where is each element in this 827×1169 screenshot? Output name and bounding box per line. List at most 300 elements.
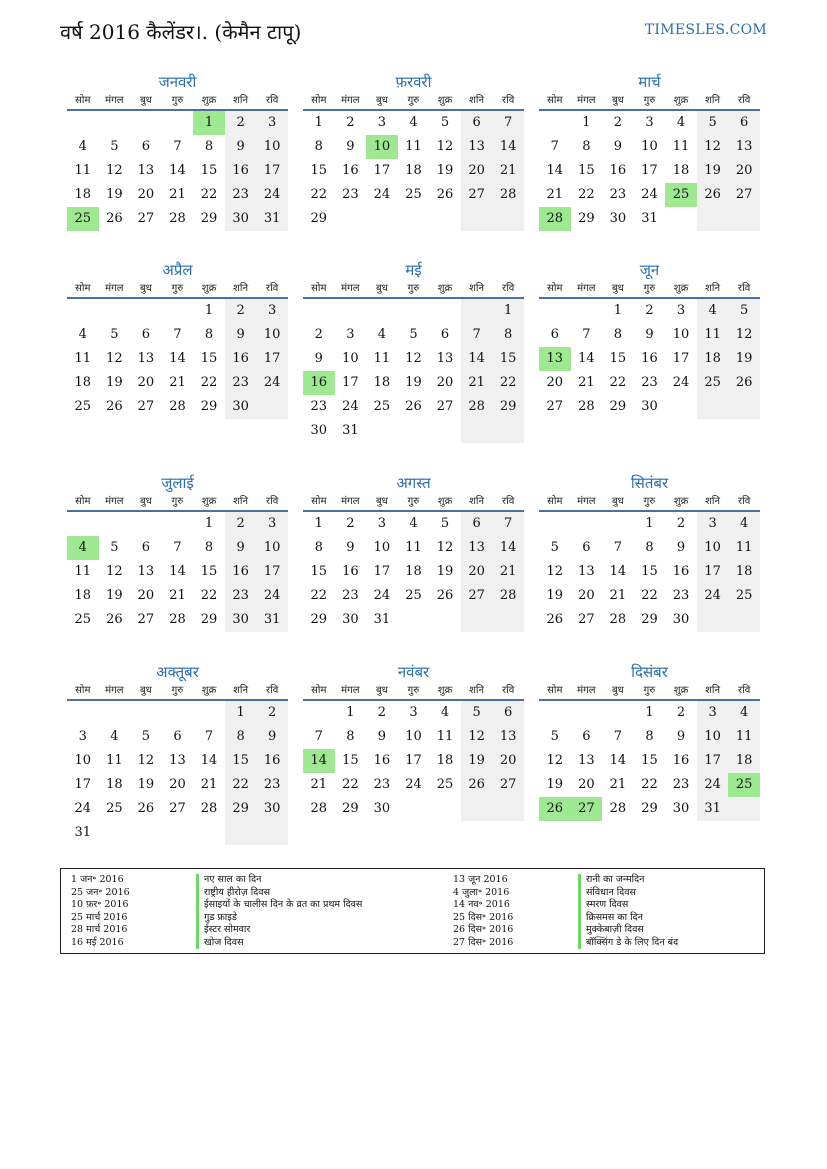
brand-link[interactable]: TIMESLES.COM (644, 22, 767, 38)
day-cell: 15 (609, 351, 627, 366)
day-cell: 24 (256, 183, 288, 207)
holiday-date: 14 नव॰ 2016 (453, 899, 510, 910)
day-cell: 21 (169, 187, 186, 202)
holiday-date: 10 फ़र॰ 2016 (71, 899, 129, 910)
empty-cell (429, 299, 461, 323)
day-cell: 29 (200, 399, 218, 414)
day-cell: 28 (461, 395, 493, 419)
empty-cell (398, 608, 430, 632)
day-cell: 12 (697, 135, 729, 159)
day-cell: 11 (74, 351, 92, 366)
holiday-name: गुड फ्राइडे (196, 912, 237, 925)
day-cell: 10 (256, 135, 288, 159)
weekday-label: शनि (233, 95, 249, 106)
empty-cell (130, 512, 162, 536)
day-cell: 23 (672, 588, 690, 603)
day-cell: 8 (204, 327, 214, 342)
weekday-label: रवि (738, 95, 751, 106)
empty-cell (461, 608, 493, 632)
day-cell: 8 (346, 729, 355, 744)
day-cell: 4 (409, 115, 418, 130)
day-cell: 3 (409, 705, 418, 720)
empty-cell (461, 797, 493, 821)
day-cell: 1 (645, 516, 654, 531)
day-cell: 14 (609, 753, 627, 768)
weekday-label: शनि (469, 95, 485, 106)
weekday-label: मंगल (105, 95, 124, 106)
day-cell: 6 (440, 327, 450, 342)
day-cell: 26 (436, 187, 454, 202)
day-cell: 10 (672, 327, 690, 342)
day-grid (67, 299, 288, 419)
day-cell: 30 (225, 207, 257, 231)
day-cell: 11 (672, 139, 690, 154)
empty-cell (571, 299, 603, 323)
day-cell: 22 (225, 773, 257, 797)
day-cell: 2 (225, 299, 257, 323)
holiday-date: 1 जन॰ 2016 (71, 874, 124, 885)
day-cell: 19 (106, 375, 123, 390)
weekday-label: शुक्र (437, 95, 453, 106)
day-cell: 7 (461, 323, 493, 347)
day-cell: 8 (225, 725, 257, 749)
holiday-name: संविधान दिवस (578, 887, 636, 900)
empty-cell (162, 821, 194, 845)
empty-cell (67, 111, 99, 135)
weekday-header (67, 281, 288, 299)
weekday-header (67, 93, 288, 111)
day-cell: 2 (346, 516, 355, 531)
day-cell: 14 (546, 163, 564, 178)
day-cell: 16 (672, 564, 690, 579)
empty-cell (366, 299, 398, 323)
day-cell: 17 (74, 777, 92, 792)
weekday-label: शुक्र (201, 685, 217, 696)
day-cell: 19 (436, 564, 454, 579)
day-cell: 24 (256, 371, 288, 395)
day-cell: 29 (200, 612, 218, 627)
day-cell: 18 (405, 564, 422, 579)
day-cell: 10 (256, 323, 288, 347)
weekday-label: सोम (75, 95, 91, 106)
day-cell: 2 (225, 512, 257, 536)
day-cell: 18 (74, 375, 92, 390)
month-block (539, 71, 760, 231)
holiday-date: 25 जन॰ 2016 (71, 886, 130, 898)
day-cell: 1 (346, 705, 355, 720)
weekday-label: गुरु (643, 95, 656, 106)
day-cell: 7 (613, 729, 623, 744)
day-cell: 20 (546, 375, 564, 390)
day-cell: 17 (342, 375, 359, 390)
weekday-header (303, 683, 524, 701)
day-cell: 28 (609, 612, 627, 627)
day-cell: 23 (609, 187, 627, 202)
empty-cell (366, 207, 398, 231)
day-cell: 16 (609, 163, 627, 178)
day-cell: 27 (137, 612, 155, 627)
day-cell: 22 (200, 375, 218, 390)
day-cell: 23 (225, 584, 257, 608)
weekday-label: शुक्र (673, 283, 689, 294)
empty-cell (539, 111, 571, 135)
empty-cell (67, 701, 99, 725)
day-grid (67, 512, 288, 632)
day-cell: 6 (173, 729, 182, 744)
day-cell: 27 (137, 399, 155, 414)
holiday-row (453, 924, 678, 937)
holiday-day-cell: 27 (571, 797, 603, 821)
month-name: मार्च (638, 73, 661, 91)
day-cell: 1 (204, 516, 214, 531)
day-cell: 4 (377, 327, 387, 342)
day-cell: 20 (461, 560, 493, 584)
day-cell: 22 (641, 588, 658, 603)
weekday-label: शनि (233, 496, 249, 507)
day-cell: 21 (200, 777, 218, 792)
empty-cell (99, 512, 131, 536)
day-cell: 14 (492, 135, 524, 159)
day-cell: 22 (310, 187, 328, 202)
weekday-label: मंगल (341, 95, 360, 106)
day-cell: 29 (492, 395, 524, 419)
month-name: फ़रवरी (395, 73, 432, 91)
weekday-label: गुरु (643, 283, 656, 294)
day-cell: 24 (697, 773, 729, 797)
weekday-label: मंगल (577, 685, 596, 696)
empty-cell (539, 299, 571, 323)
day-cell: 20 (137, 588, 155, 603)
day-cell: 27 (169, 801, 186, 816)
day-cell: 11 (405, 139, 422, 154)
empty-cell (130, 821, 162, 845)
weekday-label: गुरु (407, 496, 420, 507)
day-cell: 9 (346, 139, 355, 154)
holiday-name: ईसाइयों के चालीस दिन के व्रत का प्रथम दिवस (196, 899, 362, 912)
empty-cell (461, 419, 493, 443)
day-cell: 24 (342, 399, 359, 414)
day-cell: 26 (546, 612, 564, 627)
day-cell: 28 (200, 801, 218, 816)
day-cell: 10 (373, 540, 391, 555)
day-cell: 27 (137, 211, 155, 226)
day-cell: 3 (256, 299, 288, 323)
day-cell: 12 (106, 564, 123, 579)
empty-cell (665, 395, 697, 419)
day-cell: 23 (225, 183, 257, 207)
empty-cell (429, 419, 461, 443)
day-cell: 6 (461, 111, 493, 135)
day-cell: 5 (440, 516, 450, 531)
day-cell: 13 (461, 135, 493, 159)
month-block (303, 71, 524, 231)
holiday-row (71, 874, 362, 887)
day-cell: 9 (314, 351, 323, 366)
holiday-row (71, 924, 362, 937)
day-cell: 25 (697, 371, 729, 395)
holiday-day-cell: 28 (539, 207, 571, 231)
weekday-label: रवि (738, 496, 751, 507)
holiday-name: खोज दिवस (196, 937, 244, 950)
day-cell: 19 (461, 749, 493, 773)
holiday-day-cell: 16 (303, 371, 335, 395)
empty-cell (256, 395, 288, 419)
weekday-header (539, 93, 760, 111)
day-cell: 28 (492, 584, 524, 608)
weekday-label: सोम (75, 685, 91, 696)
day-cell: 30 (373, 801, 391, 816)
day-cell: 12 (461, 725, 493, 749)
day-cell: 19 (106, 588, 123, 603)
day-cell: 20 (169, 777, 186, 792)
day-cell: 23 (342, 187, 359, 202)
day-cell: 23 (225, 371, 257, 395)
day-cell: 1 (225, 701, 257, 725)
day-cell: 17 (256, 560, 288, 584)
month-name: अक्तूबर (156, 663, 199, 681)
day-cell: 5 (409, 327, 418, 342)
day-cell: 24 (373, 588, 391, 603)
day-cell: 4 (676, 115, 686, 130)
weekday-label: बुध (611, 283, 624, 294)
weekday-label: मंगल (105, 496, 124, 507)
day-cell: 6 (582, 540, 591, 555)
weekday-label: सोम (311, 283, 327, 294)
day-cell: 29 (641, 801, 658, 816)
day-cell: 13 (728, 135, 760, 159)
day-cell: 12 (436, 540, 454, 555)
holiday-row (453, 887, 678, 900)
weekday-label: शनि (705, 685, 721, 696)
weekday-label: शुक्र (437, 283, 453, 294)
empty-cell (130, 299, 162, 323)
day-cell: 26 (436, 588, 454, 603)
empty-cell (162, 299, 194, 323)
day-cell: 21 (310, 777, 328, 792)
weekday-label: रवि (502, 283, 515, 294)
day-cell: 24 (697, 584, 729, 608)
weekday-label: बुध (375, 685, 388, 696)
day-cell: 9 (377, 729, 387, 744)
day-cell: 28 (169, 399, 186, 414)
day-cell: 6 (728, 111, 760, 135)
holiday-name: मुक्केबाज़ी दिवस (578, 924, 644, 937)
day-cell: 22 (578, 187, 595, 202)
empty-cell (162, 111, 194, 135)
day-cell: 27 (546, 399, 564, 414)
weekday-label: सोम (311, 685, 327, 696)
day-cell: 31 (256, 608, 288, 632)
weekday-label: सोम (311, 496, 327, 507)
day-grid (539, 512, 760, 632)
day-cell: 12 (405, 351, 422, 366)
empty-cell (429, 207, 461, 231)
day-cell: 19 (137, 777, 155, 792)
day-cell: 17 (405, 753, 422, 768)
weekday-label: शनि (469, 496, 485, 507)
day-cell: 20 (461, 159, 493, 183)
day-cell: 1 (645, 705, 654, 720)
day-cell: 24 (256, 584, 288, 608)
day-cell: 30 (672, 612, 690, 627)
empty-cell (492, 608, 524, 632)
day-cell: 31 (74, 825, 92, 840)
day-cell: 28 (169, 211, 186, 226)
day-cell: 7 (550, 139, 559, 154)
day-cell: 28 (310, 801, 328, 816)
empty-cell (193, 701, 225, 725)
day-cell: 21 (546, 187, 564, 202)
month-name: मई (405, 261, 422, 279)
weekday-label: बुध (139, 496, 152, 507)
day-cell: 11 (436, 729, 454, 744)
day-cell: 16 (342, 163, 359, 178)
day-cell: 17 (373, 163, 391, 178)
day-cell: 6 (141, 540, 151, 555)
day-cell: 13 (137, 351, 155, 366)
day-cell: 3 (697, 701, 729, 725)
day-cell: 3 (676, 303, 686, 318)
day-cell: 17 (641, 163, 658, 178)
weekday-label: रवि (266, 685, 279, 696)
day-cell: 3 (645, 115, 654, 130)
day-cell: 4 (110, 729, 119, 744)
weekday-header (303, 93, 524, 111)
day-cell: 2 (314, 327, 323, 342)
weekday-label: सोम (547, 685, 563, 696)
holiday-day-cell: 14 (303, 749, 335, 773)
day-cell: 4 (78, 139, 87, 154)
day-cell: 21 (492, 560, 524, 584)
weekday-label: गुरु (407, 685, 420, 696)
weekday-label: बुध (139, 283, 152, 294)
weekday-label: बुध (139, 95, 152, 106)
empty-cell (728, 207, 760, 231)
day-cell: 5 (110, 139, 119, 154)
day-cell: 16 (342, 564, 359, 579)
day-cell: 18 (728, 560, 760, 584)
day-grid (67, 111, 288, 231)
weekday-label: मंगल (105, 685, 124, 696)
day-cell: 29 (578, 211, 595, 226)
day-cell: 12 (546, 753, 564, 768)
day-cell: 23 (310, 399, 328, 414)
empty-cell (162, 701, 194, 725)
holiday-date: 27 दिस॰ 2016 (453, 936, 514, 948)
day-cell: 28 (609, 801, 627, 816)
weekday-label: मंगल (341, 685, 360, 696)
day-cell: 25 (74, 399, 92, 414)
day-cell: 7 (492, 512, 524, 536)
day-cell: 16 (672, 753, 690, 768)
empty-cell (539, 512, 571, 536)
day-cell: 5 (110, 540, 119, 555)
empty-cell (335, 299, 367, 323)
day-cell: 24 (641, 187, 658, 202)
day-cell: 7 (582, 327, 591, 342)
holiday-day-cell: 10 (366, 135, 398, 159)
holiday-day-cell: 25 (665, 183, 697, 207)
weekday-label: शनि (705, 95, 721, 106)
weekday-label: मंगल (577, 283, 596, 294)
holiday-row (71, 912, 362, 925)
empty-cell (130, 701, 162, 725)
holiday-row (71, 937, 362, 950)
holiday-name: रानी का जन्मदिन (578, 874, 644, 887)
day-cell: 24 (405, 777, 422, 792)
day-cell: 6 (461, 512, 493, 536)
empty-cell (303, 299, 335, 323)
day-cell: 18 (106, 777, 123, 792)
day-cell: 7 (314, 729, 323, 744)
page-title: वर्ष 2016 कैलेंडर।. (केमैन टापू) (60, 20, 302, 44)
day-cell: 5 (550, 729, 559, 744)
day-cell: 9 (225, 323, 257, 347)
day-cell: 21 (609, 588, 627, 603)
month-block (303, 472, 524, 632)
day-cell: 18 (697, 347, 729, 371)
weekday-label: सोम (75, 496, 91, 507)
month-block (67, 71, 288, 231)
day-cell: 27 (436, 399, 454, 414)
weekday-label: शनि (705, 496, 721, 507)
day-cell: 8 (582, 139, 591, 154)
weekday-label: शनि (233, 685, 249, 696)
month-block (67, 472, 288, 632)
empty-cell (461, 299, 493, 323)
day-cell: 29 (225, 797, 257, 821)
day-cell: 20 (492, 749, 524, 773)
day-cell: 3 (78, 729, 87, 744)
day-cell: 18 (436, 753, 454, 768)
day-cell: 9 (613, 139, 623, 154)
day-cell: 4 (728, 512, 760, 536)
weekday-label: गुरु (171, 95, 184, 106)
month-block (539, 661, 760, 821)
day-cell: 27 (461, 183, 493, 207)
weekday-label: रवि (738, 283, 751, 294)
day-cell: 26 (106, 612, 123, 627)
day-cell: 7 (173, 139, 182, 154)
weekday-header (539, 683, 760, 701)
day-cell: 9 (256, 725, 288, 749)
month-block (67, 259, 288, 419)
day-cell: 26 (461, 773, 493, 797)
day-cell: 15 (310, 163, 328, 178)
day-cell: 19 (728, 347, 760, 371)
day-grid (539, 111, 760, 231)
day-cell: 15 (578, 163, 595, 178)
day-cell: 30 (225, 608, 257, 632)
empty-cell (728, 797, 760, 821)
day-cell: 2 (377, 705, 387, 720)
day-cell: 29 (609, 399, 627, 414)
day-cell: 2 (256, 701, 288, 725)
day-cell: 19 (546, 588, 564, 603)
weekday-label: शनि (233, 283, 249, 294)
day-cell: 21 (492, 159, 524, 183)
day-cell: 23 (641, 375, 658, 390)
day-cell: 15 (200, 351, 218, 366)
day-cell: 17 (697, 560, 729, 584)
day-cell: 2 (613, 115, 623, 130)
day-cell: 29 (200, 211, 218, 226)
day-cell: 4 (409, 516, 418, 531)
empty-cell (665, 207, 697, 231)
holiday-name: क्रिसमस का दिन (578, 912, 643, 925)
holiday-row (453, 912, 678, 925)
day-cell: 9 (225, 135, 257, 159)
